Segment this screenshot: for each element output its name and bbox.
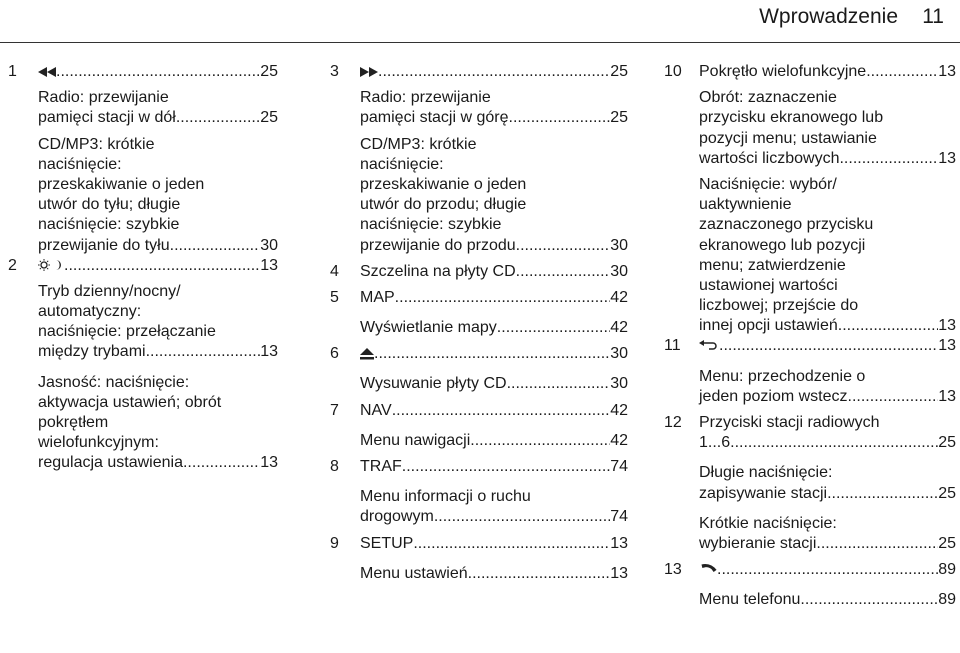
seek-back-icon (38, 62, 56, 82)
item-number: 9 (330, 534, 339, 552)
page-ref[interactable]: 13 (260, 343, 278, 361)
page-ref[interactable]: 13 (938, 387, 956, 405)
item-9 (330, 534, 628, 554)
column-3 (664, 62, 956, 611)
page-ref[interactable]: 89 (938, 561, 956, 579)
item-label: TRAF (360, 458, 402, 475)
page-ref[interactable]: 25 (260, 109, 278, 127)
page-ref[interactable]: 89 (938, 591, 956, 609)
page-ref[interactable]: 13 (260, 256, 278, 274)
desc-line: Menu: przechodzenie o (699, 367, 866, 385)
page-ref[interactable]: 30 (610, 236, 628, 254)
item-number: 4 (330, 262, 339, 280)
desc-line: przewijanie do tyłu (38, 236, 170, 254)
desc-line: CD/MP3: krótkie (38, 135, 155, 153)
desc-line: regulacja ustawienia (38, 454, 183, 472)
desc-line: między trybami (38, 343, 146, 361)
desc-line: przeskakiwanie o jeden (360, 175, 527, 193)
page-ref[interactable]: 30 (610, 375, 628, 393)
item-6 (330, 344, 628, 364)
desc-line: Menu informacji o ruchu (360, 488, 531, 506)
desc-line: Krótkie naciśnięcie: (699, 514, 837, 532)
desc-line: drogowym (360, 508, 434, 526)
desc-line: Wyświetlanie mapy (360, 319, 497, 337)
column-1 (8, 62, 278, 474)
item-number: 10 (664, 63, 682, 80)
item-label: Szczelina na płyty CD (360, 262, 516, 280)
desc-line: Menu nawigacji (360, 431, 471, 449)
page-ref[interactable]: 25 (610, 63, 628, 80)
desc-line: utwór do przodu; długie (360, 196, 527, 214)
item-number: 3 (330, 63, 339, 80)
desc-line: automatyczny: (38, 303, 142, 321)
desc-line: Wysuwanie płyty CD (360, 375, 507, 393)
eject-icon (360, 344, 374, 364)
desc-line: ekranowego lub pozycji (699, 236, 866, 254)
desc-line: zapisywanie stacji (699, 484, 828, 502)
desc-line: utwór do tyłu; długie (38, 196, 181, 214)
desc-line: jeden poziom wstecz (699, 387, 848, 405)
item-label: Pokrętło wielofunkcyjne (699, 63, 867, 80)
desc-line: menu; zatwierdzenie (699, 256, 846, 274)
item-number: 7 (330, 401, 339, 419)
desc-line: Długie naciśnięcie: (699, 464, 833, 482)
item-label: 1...6 (699, 434, 731, 452)
item-8 (330, 457, 628, 477)
desc-line: liczbowej; przejście do (699, 297, 859, 315)
desc-line: przycisku ekranowego lub (699, 109, 884, 127)
page-ref[interactable]: 13 (938, 337, 956, 355)
desc-line: innej opcji ustawień (699, 317, 838, 335)
desc-line: wartości liczbowych (699, 149, 840, 167)
day-night-icon (38, 256, 64, 276)
page-ref[interactable]: 30 (260, 236, 278, 254)
item-11 (664, 336, 956, 356)
item-4 (330, 262, 628, 282)
desc-line: pamięci stacji w górę (360, 109, 509, 127)
item-13 (664, 560, 956, 580)
item-number: 5 (330, 288, 339, 306)
desc-line: Radio: przewijanie (360, 89, 491, 107)
page-ref[interactable]: 13 (610, 534, 628, 552)
page-ref[interactable]: 42 (610, 401, 628, 419)
column-2 (330, 62, 628, 584)
desc-line: pokrętłem (38, 414, 109, 431)
item-number: 13 (664, 561, 682, 579)
item-number: 2 (8, 256, 17, 274)
back-icon (699, 336, 719, 356)
item-12 (664, 413, 956, 433)
item-label: MAP (360, 288, 395, 306)
item-number: 11 (664, 337, 681, 355)
desc-line: Menu ustawień (360, 564, 468, 582)
desc-line: naciśnięcie: przełączanie (38, 323, 216, 341)
page-ref[interactable]: 30 (610, 345, 628, 363)
item-10 (664, 62, 956, 82)
leader-dots (56, 62, 260, 82)
section-title: Wprowadzenie (759, 5, 898, 28)
page-ref[interactable]: 42 (610, 431, 628, 449)
header-divider (0, 42, 960, 43)
desc-line: pamięci stacji w dół (38, 109, 176, 127)
item-number: 12 (664, 414, 682, 431)
page-ref[interactable]: 25 (610, 109, 628, 127)
page-ref[interactable]: 13 (938, 149, 956, 167)
page-ref[interactable]: 25 (938, 484, 956, 502)
page-ref[interactable]: 25 (938, 434, 956, 452)
page-ref[interactable]: 42 (610, 319, 628, 337)
desc-line: naciśnięcie: (38, 155, 122, 173)
item-number: 8 (330, 458, 339, 475)
desc-line: ustawionej wartości (699, 276, 838, 294)
phone-icon (699, 560, 717, 580)
page-ref[interactable]: 13 (260, 454, 278, 472)
desc-line: naciśnięcie: szybkie (38, 216, 180, 234)
desc-line: Obrót: zaznaczenie (699, 89, 837, 107)
desc-line: aktywacja ustawień; obrót (38, 393, 222, 411)
item-3 (330, 62, 628, 82)
page-ref[interactable]: 30 (610, 262, 628, 280)
item-5 (330, 288, 628, 308)
desc-line: Tryb dzienny/nocny/ (38, 282, 181, 300)
item-label: SETUP (360, 534, 414, 552)
item-label: Przyciski stacji radiowych (699, 414, 880, 431)
page-ref[interactable]: 13 (938, 63, 956, 80)
page-ref[interactable]: 74 (610, 458, 628, 475)
desc-line: Menu telefonu (699, 591, 801, 609)
desc-line: przeskakiwanie o jeden (38, 175, 205, 193)
desc-line: pozycji menu; ustawianie (699, 129, 877, 147)
item-number: 6 (330, 345, 339, 363)
desc-line: naciśnięcie: (360, 155, 444, 173)
item-label: NAV (360, 401, 392, 419)
desc-line: wybieranie stacji (699, 534, 817, 552)
desc-line: przewijanie do przodu (360, 236, 516, 254)
page-ref[interactable]: 25 (260, 63, 278, 80)
desc-line: Radio: przewijanie (38, 89, 169, 107)
item-7 (330, 401, 628, 421)
page-ref[interactable]: 74 (610, 508, 628, 526)
desc-line: CD/MP3: krótkie (360, 135, 477, 153)
desc-line: Naciśnięcie: wybór/ (699, 175, 837, 193)
page-ref[interactable]: 13 (610, 564, 628, 582)
desc-line: uaktywnienie (699, 196, 792, 214)
item-number: 1 (8, 63, 17, 80)
desc-line: naciśnięcie: szybkie (360, 216, 502, 234)
item-1 (8, 62, 278, 82)
seek-forward-icon (360, 62, 378, 82)
desc-line: Jasność: naciśnięcie: (38, 373, 190, 391)
page-ref[interactable]: 13 (938, 317, 956, 335)
item-2 (8, 256, 278, 276)
page-ref[interactable]: 42 (610, 288, 628, 306)
desc-line: zaznaczonego przycisku (699, 216, 874, 234)
page-number: 11 (922, 5, 944, 28)
page-header (0, 0, 960, 44)
page-ref[interactable]: 25 (938, 534, 956, 552)
desc-line: wielofunkcyjnym: (38, 434, 159, 452)
